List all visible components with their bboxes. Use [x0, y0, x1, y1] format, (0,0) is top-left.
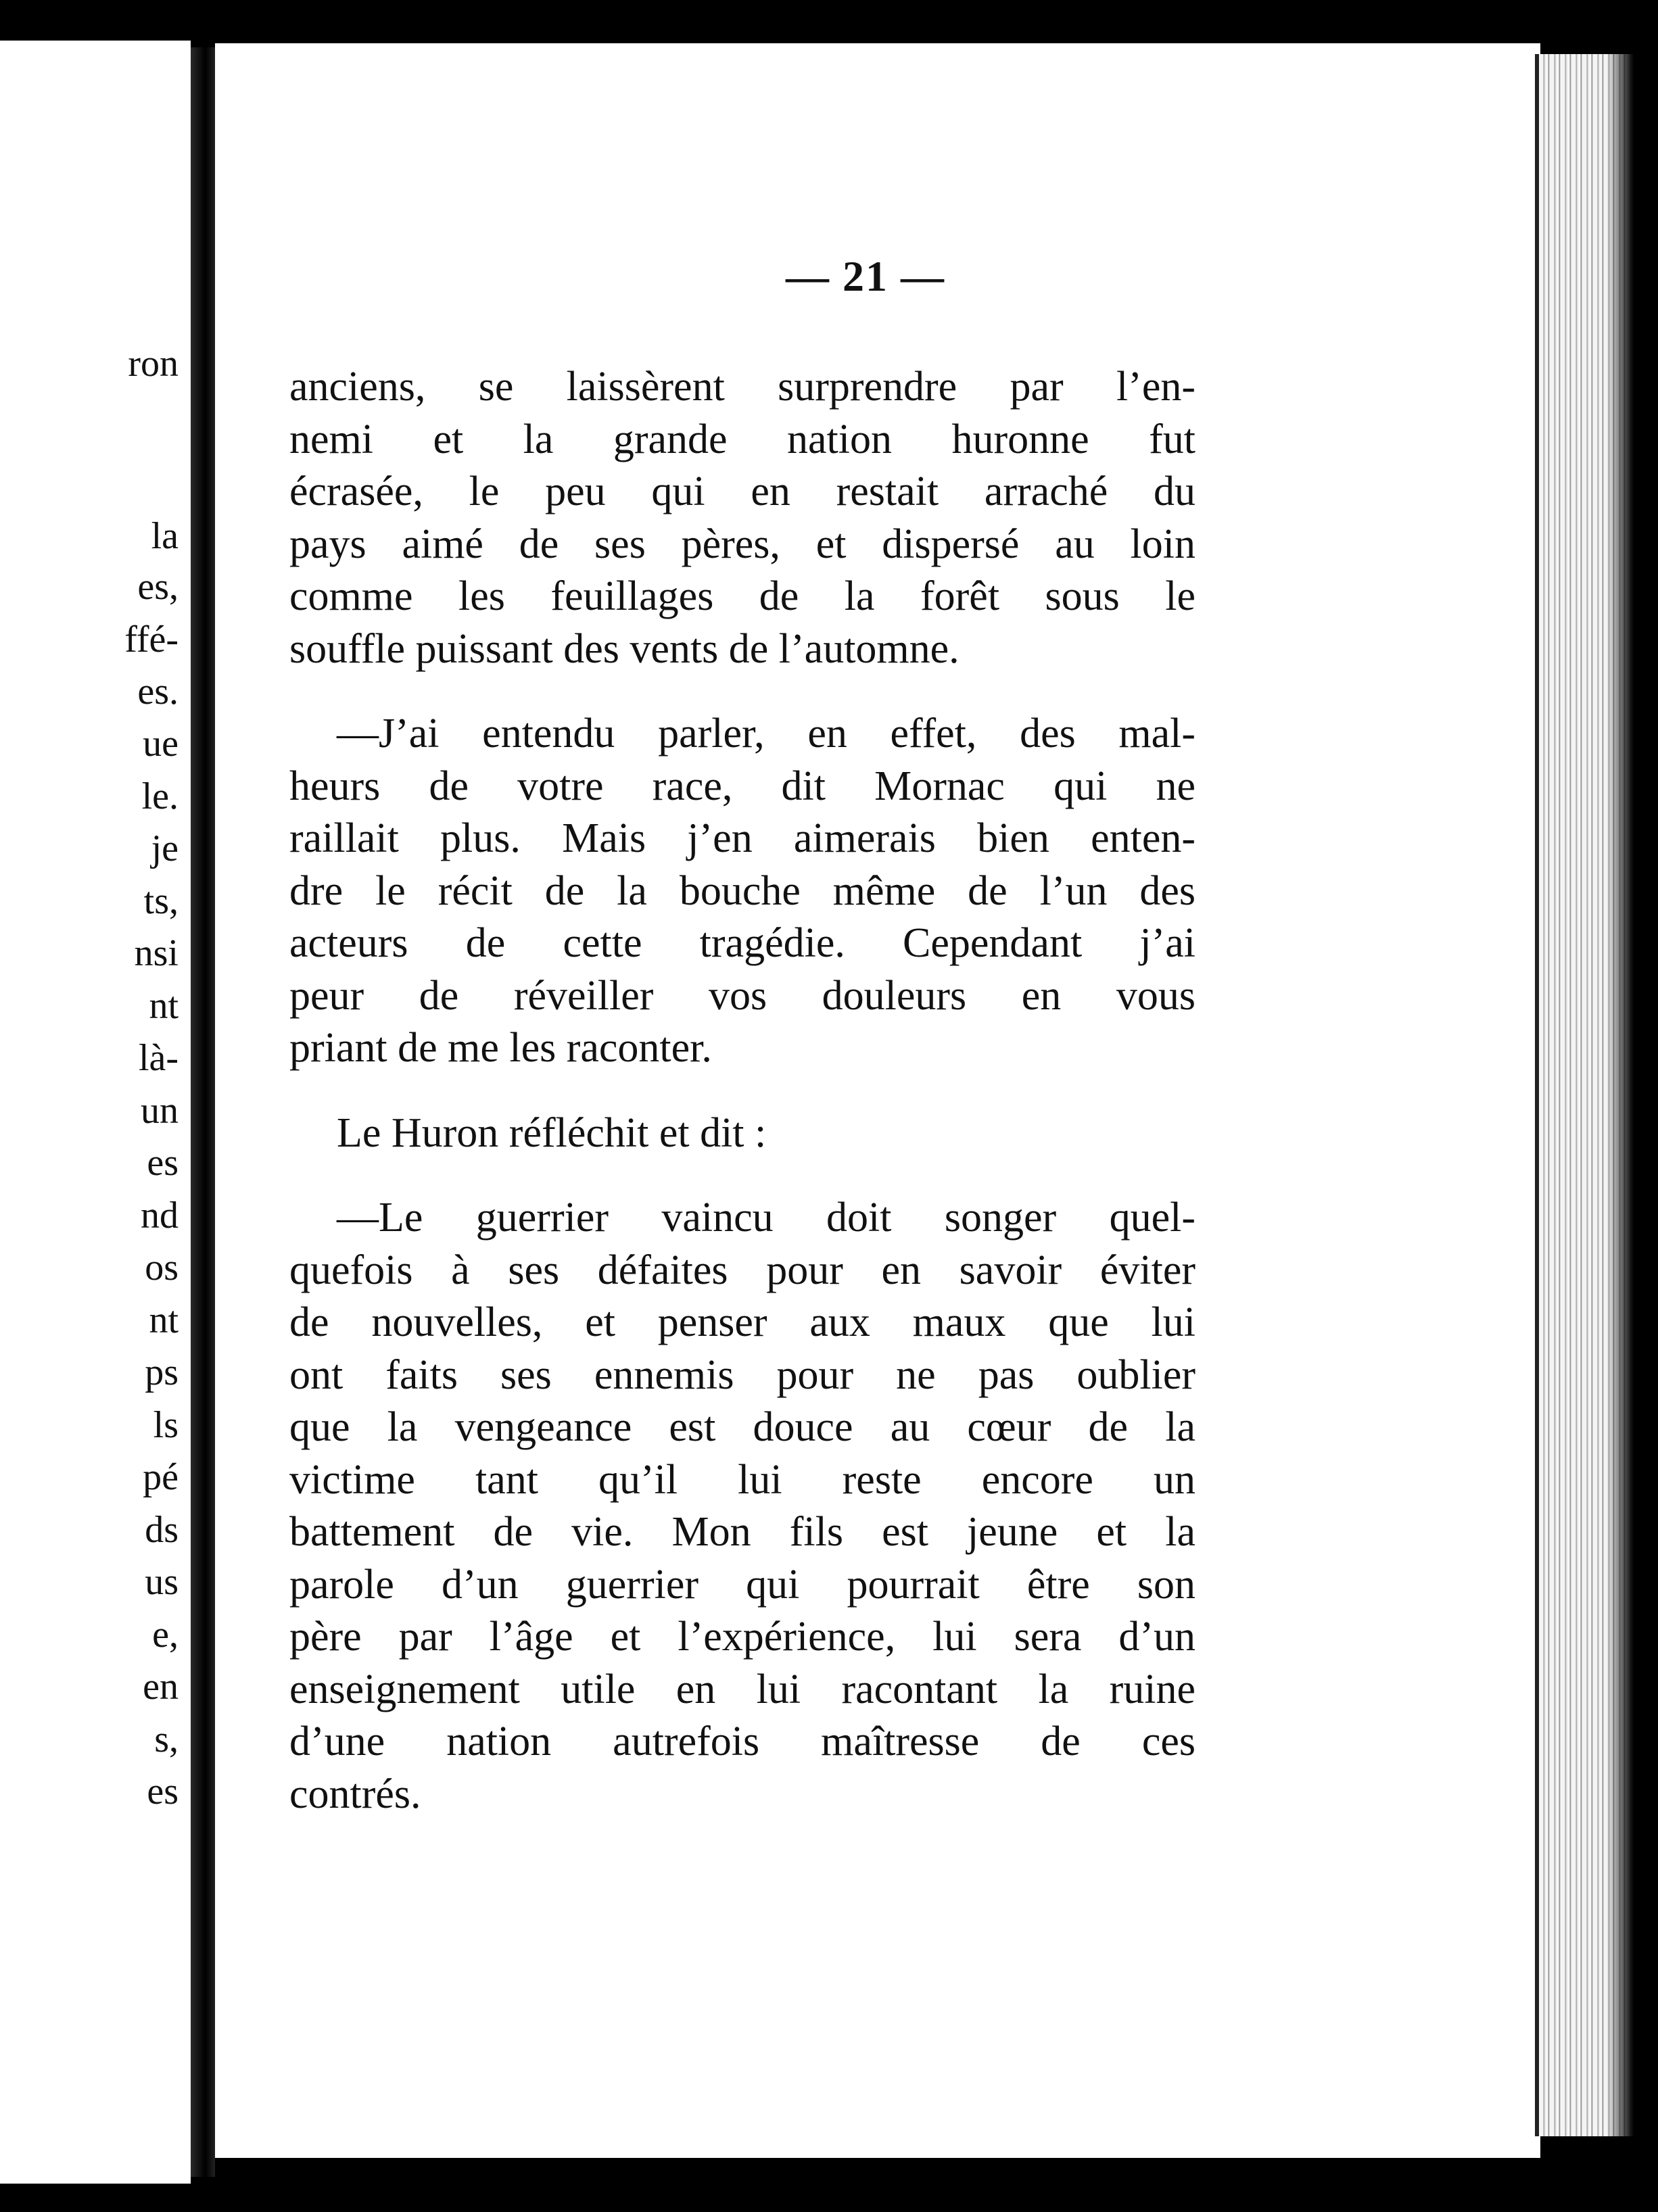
text-line: priant de me les raconter.	[289, 1025, 712, 1071]
left-fragment: la	[151, 515, 179, 557]
text-line: —Le guerrier vaincu doit songer quel-	[337, 1195, 1195, 1241]
left-fragment: e,	[152, 1614, 179, 1656]
left-fragment: ps	[145, 1351, 179, 1393]
text-line: de nouvelles, et penser aux maux que lui	[289, 1299, 1195, 1345]
text-line: que la vengeance est douce au cœur de la	[289, 1404, 1195, 1450]
paragraph	[289, 1107, 1195, 1160]
left-fragment: ue	[143, 723, 179, 765]
left-fragment: ls	[153, 1404, 179, 1446]
left-fragment: en	[143, 1666, 179, 1708]
text-line: —J’ai entendu parler, en effet, des mal-	[337, 711, 1195, 756]
text-line: souffle puissant des vents de l’automne.	[289, 625, 960, 672]
text-line: peur de réveiller vos douleurs en vous	[289, 972, 1195, 1019]
text-line: d’une nation autrefois maîtresse de ces	[289, 1718, 1195, 1764]
text-line: anciens, se laissèrent surprendre par l’en-	[289, 364, 1195, 410]
left-fragment: nd	[141, 1195, 179, 1236]
paragraph	[289, 361, 1195, 675]
left-fragment: ds	[145, 1509, 179, 1551]
left-fragment: ffé-	[124, 619, 179, 660]
text-line: pays aimé de ses pères, et dispersé au loin	[289, 521, 1195, 567]
text-line: victime tant qu’il lui reste encore un	[289, 1456, 1195, 1503]
text-line: nemi et la grande nation huronne fut	[289, 416, 1195, 462]
left-fragment: là-	[138, 1037, 179, 1079]
text-line: heurs de votre race, dit Mornac qui ne	[289, 763, 1195, 809]
text-line: contrés.	[289, 1771, 421, 1817]
text-line: écrasée, le peu qui en restait arraché du	[289, 468, 1195, 514]
text-line: parole d’un guerrier qui pourrait être son	[289, 1561, 1195, 1608]
left-fragment: es,	[137, 566, 179, 608]
left-fragment: ts,	[143, 880, 179, 922]
text-line: acteurs de cette tragédie. Cependant j’ai	[289, 920, 1195, 966]
left-fragment: us	[145, 1561, 179, 1603]
text-line: battement de vie. Mon fils est jeune et la	[289, 1509, 1195, 1555]
text-line: raillait plus. Mais j’en aimerais bien enten-	[289, 815, 1195, 861]
left-fragment: es.	[137, 671, 179, 713]
text-line: quefois à ses défaites pour en savoir éviter	[289, 1247, 1195, 1293]
left-fragment: je	[151, 827, 179, 869]
left-fragment: nt	[149, 1299, 179, 1341]
paragraph	[289, 708, 1195, 1075]
left-fragment: es	[147, 1142, 179, 1184]
left-fragment: s,	[154, 1718, 179, 1760]
left-fragment: pé	[143, 1456, 179, 1498]
left-fragment: ron	[128, 343, 179, 385]
left-fragment: nsi	[134, 932, 179, 974]
left-fragment: le.	[141, 775, 179, 817]
page-body	[289, 361, 1195, 1821]
page-edges	[1535, 54, 1634, 2136]
text-line: dre le récit de la bouche même de l’un des	[289, 867, 1195, 914]
left-fragment: os	[145, 1247, 179, 1289]
left-fragment: nt	[149, 985, 179, 1027]
text-line: Le Huron réfléchit et dit :	[337, 1109, 767, 1156]
page-number: — 21 —	[786, 252, 945, 300]
left-fragment: es	[147, 1771, 179, 1812]
previous-page-fragment	[0, 41, 191, 2184]
text-line: comme les feuillages de la forêt sous le	[289, 573, 1195, 619]
text-line: enseignement utile en lui racontant la ruine	[289, 1666, 1195, 1712]
left-fragment: un	[141, 1090, 179, 1132]
paragraph	[289, 1192, 1195, 1821]
book-page	[215, 43, 1540, 2158]
text-line: ont faits ses ennemis pour ne pas oublier	[289, 1351, 1195, 1398]
book-gutter	[191, 47, 215, 2177]
text-line: père par l’âge et l’expérience, lui sera d’un	[289, 1614, 1195, 1660]
